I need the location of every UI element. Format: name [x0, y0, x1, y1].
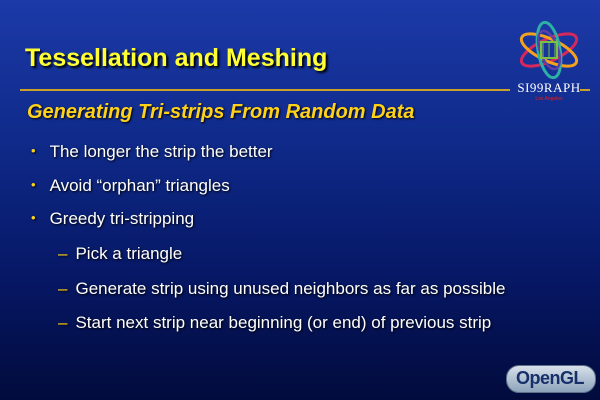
sub-bullet-item	[58, 313, 491, 333]
opengl-logo-text: OpenGL	[516, 368, 584, 388]
siggraph-logo-text: SI99RAPH	[517, 80, 581, 95]
sub-bullet-text: Generate strip using unused neighbors as far as possible	[75, 279, 506, 298]
siggraph-logo-icon	[508, 18, 590, 118]
bullet-marker: •	[31, 177, 36, 192]
sub-bullet-text: Pick a triangle	[75, 244, 183, 263]
slide-title: Tessellation and Meshing	[25, 44, 328, 72]
bullet-item	[31, 209, 194, 229]
opengl-logo-icon	[506, 361, 594, 395]
bullet-item	[31, 176, 230, 196]
siggraph-logo-graphic	[508, 18, 590, 80]
siggraph-city-text: Los Angeles	[535, 96, 563, 102]
sub-bullet-text: Start next strip near beginning (or end) of previous strip	[75, 313, 492, 332]
bullet-item	[31, 142, 273, 162]
slide-subtitle: Generating Tri-strips From Random Data	[27, 101, 415, 123]
bullet-text: The longer the strip the better	[49, 142, 273, 161]
dash-marker: –	[58, 313, 68, 332]
bullet-marker: •	[31, 143, 36, 158]
title-divider	[20, 89, 510, 91]
dash-marker: –	[58, 244, 68, 263]
bullet-marker: •	[31, 210, 36, 225]
sub-bullet-item	[58, 279, 505, 299]
bullet-text: Greedy tri-stripping	[49, 209, 195, 228]
sub-bullet-item	[58, 244, 182, 264]
bullet-text: Avoid “orphan” triangles	[49, 176, 230, 195]
dash-marker: –	[58, 279, 68, 298]
